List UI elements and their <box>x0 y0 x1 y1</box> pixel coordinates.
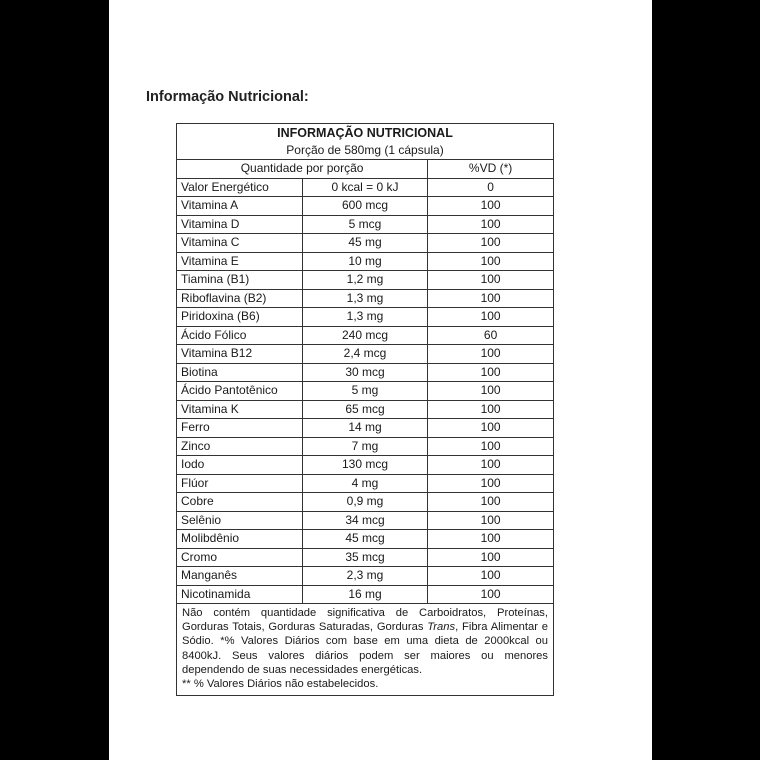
nutrient-vd: 60 <box>428 326 553 345</box>
nutrient-vd: 100 <box>428 400 553 419</box>
nutrient-vd: 100 <box>428 363 553 382</box>
nutrient-name: Selênio <box>177 511 302 530</box>
nutrient-amount: 1,2 mg <box>302 271 427 290</box>
footnote-note-2: ** % Valores Diários não estabelecidos. <box>182 678 379 691</box>
nutrient-vd: 100 <box>428 289 553 308</box>
nutrient-name: Vitamina E <box>177 252 302 271</box>
nutrient-vd: 100 <box>428 197 553 216</box>
nutrient-amount: 0 kcal = 0 kJ <box>302 178 427 197</box>
nutrient-name: Vitamina D <box>177 215 302 234</box>
nutrient-name: Vitamina A <box>177 197 302 216</box>
nutrient-amount: 1,3 mg <box>302 289 427 308</box>
table-row <box>177 456 553 475</box>
nutrient-amount: 4 mg <box>302 474 427 493</box>
nutrient-amount: 2,3 mg <box>302 567 427 586</box>
nutrient-amount: 5 mg <box>302 382 427 401</box>
table-row <box>177 400 553 419</box>
nutrition-table <box>177 160 553 603</box>
table-header-row <box>177 160 553 178</box>
nutrient-vd: 100 <box>428 474 553 493</box>
table-row <box>177 234 553 253</box>
nutrition-facts-panel <box>176 123 554 696</box>
nutrient-amount: 30 mcg <box>302 363 427 382</box>
table-row <box>177 530 553 549</box>
table-row <box>177 382 553 401</box>
nutrient-name: Zinco <box>177 437 302 456</box>
nutrient-vd: 0 <box>428 178 553 197</box>
nutrient-name: Iodo <box>177 456 302 475</box>
table-row <box>177 197 553 216</box>
nutrient-amount: 16 mg <box>302 585 427 603</box>
nutrient-vd: 100 <box>428 493 553 512</box>
nutrient-vd: 100 <box>428 567 553 586</box>
nutrient-vd: 100 <box>428 345 553 364</box>
table-row <box>177 474 553 493</box>
nutrient-vd: 100 <box>428 234 553 253</box>
table-row <box>177 289 553 308</box>
table-row <box>177 345 553 364</box>
nutrient-name: Riboflavina (B2) <box>177 289 302 308</box>
nutrient-vd: 100 <box>428 382 553 401</box>
nutrient-amount: 45 mg <box>302 234 427 253</box>
serving-size: Porção de 580mg (1 cápsula) <box>286 143 444 157</box>
footnote-text-2: , Fibra Alimentar e Sódio. *% Valores Diários com base em uma dieta de 2000kcal ou 8400kJ. Seus valores diários podem ser maiores ou menores dependendo de suas necessidades energéticas. <box>182 621 548 676</box>
nutrient-amount: 5 mcg <box>302 215 427 234</box>
table-row <box>177 567 553 586</box>
nutrient-vd: 100 <box>428 419 553 438</box>
panel-title: INFORMAÇÃO NUTRICIONAL <box>277 126 453 140</box>
nutrient-amount: 0,9 mg <box>302 493 427 512</box>
nutrient-name: Vitamina K <box>177 400 302 419</box>
nutrient-name: Piridoxina (B6) <box>177 308 302 327</box>
nutrient-amount: 240 mcg <box>302 326 427 345</box>
panel-title-block <box>177 124 553 160</box>
footnote <box>177 603 553 695</box>
nutrient-vd: 100 <box>428 530 553 549</box>
table-row <box>177 271 553 290</box>
nutrient-vd: 100 <box>428 252 553 271</box>
nutrient-vd: 100 <box>428 308 553 327</box>
nutrient-name: Ácido Fólico <box>177 326 302 345</box>
table-row <box>177 326 553 345</box>
nutrient-amount: 130 mcg <box>302 456 427 475</box>
table-row <box>177 308 553 327</box>
nutrient-vd: 100 <box>428 271 553 290</box>
table-row <box>177 178 553 197</box>
nutrient-amount: 65 mcg <box>302 400 427 419</box>
table-row <box>177 419 553 438</box>
nutrient-name: Valor Energético <box>177 178 302 197</box>
nutrient-name: Cromo <box>177 548 302 567</box>
nutrient-name: Manganês <box>177 567 302 586</box>
table-row <box>177 548 553 567</box>
table-row <box>177 252 553 271</box>
nutrient-name: Molibdênio <box>177 530 302 549</box>
table-row <box>177 215 553 234</box>
nutrient-name: Ácido Pantotênico <box>177 382 302 401</box>
table-row <box>177 363 553 382</box>
footnote-trans: Trans <box>427 621 456 634</box>
nutrient-vd: 100 <box>428 456 553 475</box>
nutrient-vd: 100 <box>428 548 553 567</box>
nutrient-name: Ferro <box>177 419 302 438</box>
nutrient-amount: 45 mcg <box>302 530 427 549</box>
footnote-text-1: Não contém quantidade significativa de Carboidratos, Proteínas, Gorduras Totais, Gorduras Saturadas, Gorduras <box>182 607 548 634</box>
nutrient-name: Tiamina (B1) <box>177 271 302 290</box>
nutrient-amount: 600 mcg <box>302 197 427 216</box>
nutrient-amount: 34 mcg <box>302 511 427 530</box>
table-row <box>177 585 553 603</box>
nutrient-name: Vitamina B12 <box>177 345 302 364</box>
document-page <box>109 0 652 760</box>
nutrient-vd: 100 <box>428 437 553 456</box>
table-row <box>177 511 553 530</box>
nutrient-amount: 1,3 mg <box>302 308 427 327</box>
table-row <box>177 493 553 512</box>
nutrient-name: Cobre <box>177 493 302 512</box>
nutrient-vd: 100 <box>428 215 553 234</box>
nutrient-name: Nicotinamida <box>177 585 302 603</box>
nutrient-amount: 14 mg <box>302 419 427 438</box>
nutrient-name: Biotina <box>177 363 302 382</box>
nutrient-name: Flúor <box>177 474 302 493</box>
nutrient-amount: 35 mcg <box>302 548 427 567</box>
nutrient-vd: 100 <box>428 585 553 603</box>
nutrient-vd: 100 <box>428 511 553 530</box>
nutrient-name: Vitamina C <box>177 234 302 253</box>
nutrient-amount: 2,4 mcg <box>302 345 427 364</box>
section-heading: Informação Nutricional: <box>146 89 309 105</box>
header-quantity: Quantidade por porção <box>177 160 428 178</box>
table-row <box>177 437 553 456</box>
nutrient-amount: 7 mg <box>302 437 427 456</box>
header-vd: %VD (*) <box>468 161 513 176</box>
nutrient-amount: 10 mg <box>302 252 427 271</box>
